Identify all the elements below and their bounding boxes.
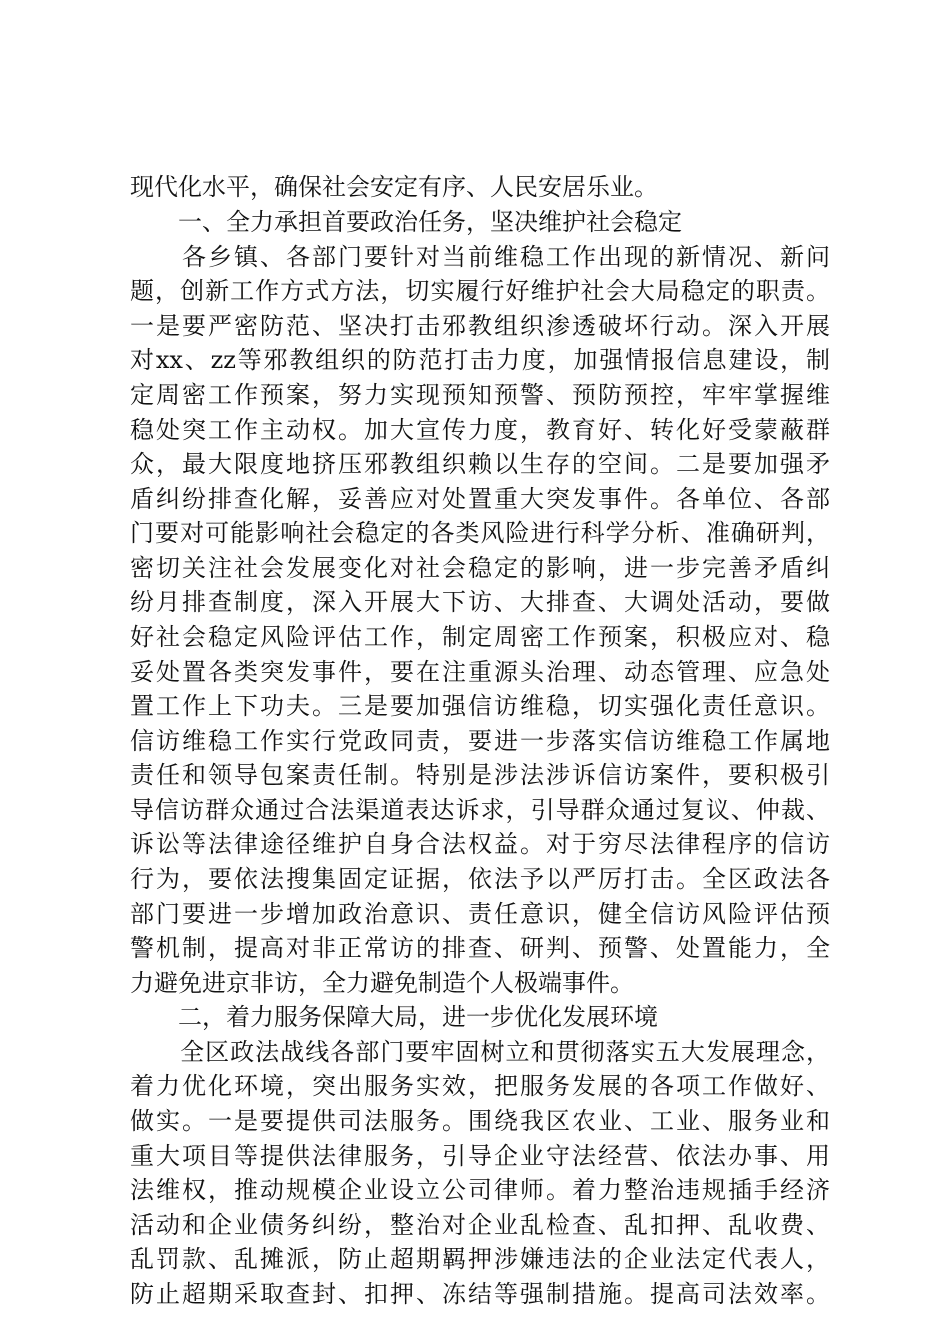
body-text-line: 法维权，推动规模企业设立公司律师。着力整治违规插手经济	[130, 1176, 830, 1204]
body-text-line: 各乡镇、各部门要针对当前维稳工作出现的新情况、新问	[130, 243, 830, 271]
body-text-line: 盾纠纷排查化解，妥善应对处置重大突发事件。各单位、各部	[130, 485, 830, 513]
body-text-line: 题，创新工作方式方法，切实履行好维护社会大局稳定的职责。	[130, 277, 830, 305]
body-text-line: 置工作上下功夫。三是要加强信访维稳，切实强化责任意识。	[130, 692, 830, 720]
section-heading: 一、全力承担首要政治任务，坚决维护社会稳定	[130, 208, 682, 236]
body-text-line: 信访维稳工作实行党政同责，要进一步落实信访维稳工作属地	[130, 727, 830, 755]
body-text-line: 好社会稳定风险评估工作，制定周密工作预案，积极应对、稳	[130, 623, 830, 651]
body-text-line: 力避免进京非访，全力避免制造个人极端事件。	[130, 969, 634, 997]
body-text-line: 密切关注社会发展变化对社会稳定的影响，进一步完善矛盾纠	[130, 554, 830, 582]
body-text-line: 纷月排查制度，深入开展大下访、大排查、大调处活动，要做	[130, 588, 830, 616]
body-text-line: 诉讼等法律途径维护自身合法权益。对于穷尽法律程序的信访	[130, 830, 830, 858]
body-text-line: 做实。一是要提供司法服务。围绕我区农业、工业、服务业和	[130, 1107, 830, 1135]
body-text-line: 防止超期采取查封、扣押、冻结等强制措施。提高司法效率。	[130, 1280, 830, 1308]
body-text-line: 众，最大限度地挤压邪教组织赖以生存的空间。二是要加强矛	[130, 450, 830, 478]
body-text-line: 活动和企业债务纠纷，整治对企业乱检查、乱扣押、乱收费、	[130, 1211, 830, 1239]
body-text-line: 乱罚款、乱摊派，防止超期羁押涉嫌违法的企业法定代表人，	[130, 1245, 830, 1273]
body-text-line: 稳处突工作主动权。加大宣传力度，教育好、转化好受蒙蔽群	[130, 416, 830, 444]
body-text-line: 警机制，提高对非正常访的排查、研判、预警、处置能力，全	[130, 934, 830, 962]
body-text-line: 部门要进一步增加政治意识、责任意识，健全信访风险评估预	[130, 900, 830, 928]
body-text-line: 全区政法战线各部门要牢固树立和贯彻落实五大发展理念，	[130, 1038, 830, 1066]
body-text-line: 定周密工作预案，努力实现预知预警、预防预控，牢牢掌握维	[130, 381, 830, 409]
body-text-line: 导信访群众通过合法渠道表达诉求，引导群众通过复议、仲裁、	[130, 796, 830, 824]
body-text-line: 现代化水平，确保社会安定有序、人民安居乐业。	[130, 173, 658, 201]
body-text-line: 行为，要依法搜集固定证据，依法予以严厉打击。全区政法各	[130, 865, 830, 893]
body-text-line: 妥处置各类突发事件，要在注重源头治理、动态管理、应急处	[130, 658, 830, 686]
body-text-line: 一是要严密防范、坚决打击邪教组织渗透破坏行动。深入开展	[130, 312, 830, 340]
body-text-line: 重大项目等提供法律服务，引导企业守法经营、依法办事、用	[130, 1142, 830, 1170]
body-text-line: 着力优化环境，突出服务实效，把服务发展的各项工作做好、	[130, 1072, 830, 1100]
body-text-line: 责任和领导包案责任制。特别是涉法涉诉信访案件，要积极引	[130, 761, 830, 789]
body-text-line: 门要对可能影响社会稳定的各类风险进行科学分析、准确研判，	[130, 519, 830, 547]
body-text-line: 对xx、zz等邪教组织的防范打击力度，加强情报信息建设，制	[130, 346, 830, 374]
section-heading: 二，着力服务保障大局，进一步优化发展环境	[130, 1003, 658, 1031]
